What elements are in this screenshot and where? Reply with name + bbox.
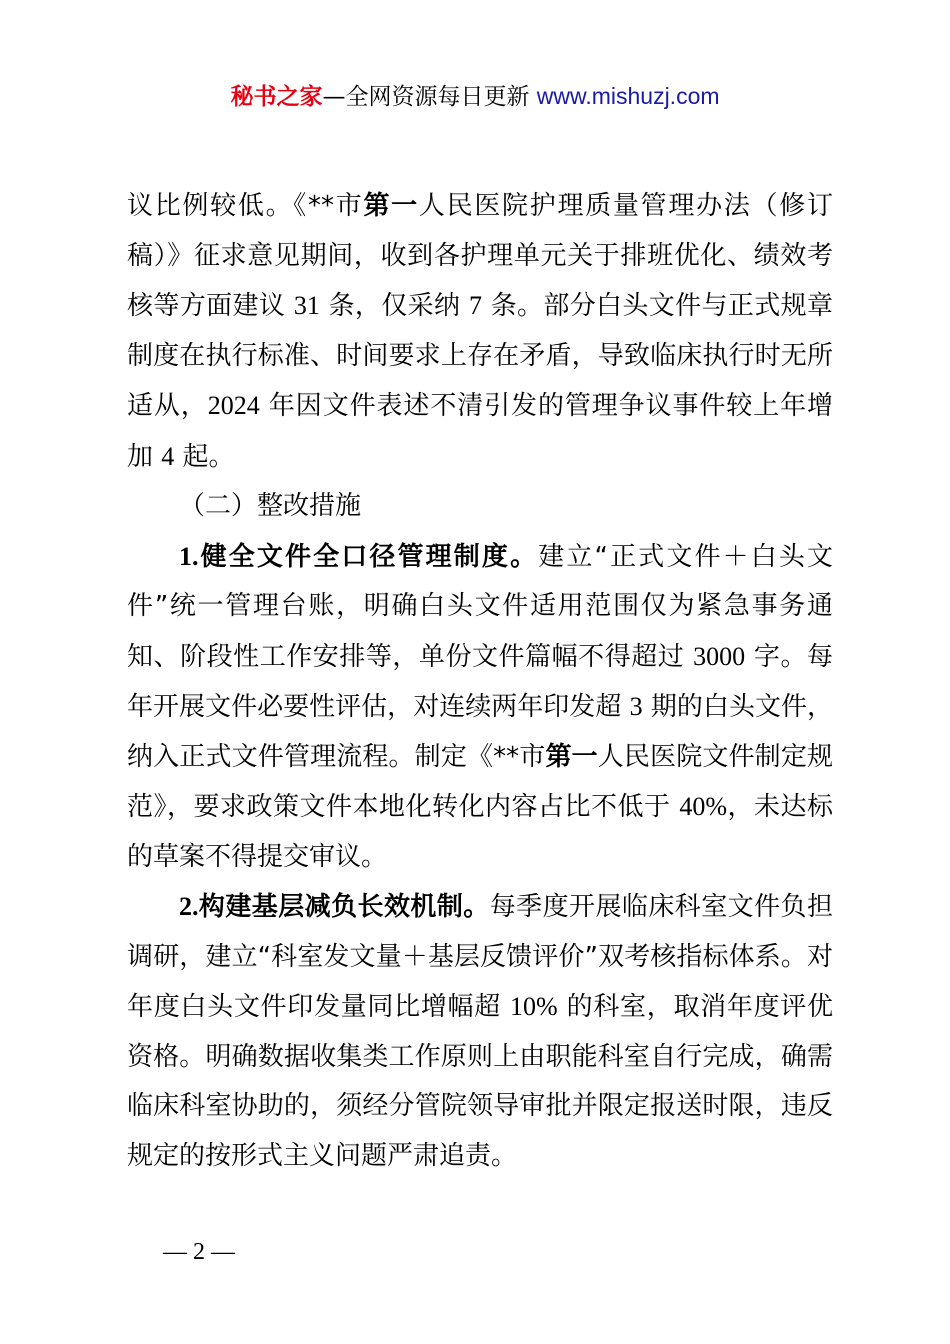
paragraph-measure-1: 1.健全文件全口径管理制度。建立“正式文件＋白头文件”统一管理台账，明确白头文件适用范围仅为紧急事务通知、阶段性工作安排等，单份文件篇幅不得超过 3000 字。每年开展文件必要性评估，对连续两年印发超 3 期的白头文件，纳入正式文件管理流程。制定《**市第一人民医院文件制定规范》，要求政策文件本地化转化内容占比不低于 40%，未达标的草案不得提交审议。 — [127, 541, 834, 872]
section-heading: （二）整改措施 — [179, 491, 362, 521]
website-link[interactable]: www.mishuzj.com — [536, 83, 720, 109]
brand-name: 秘书之家 — [230, 84, 323, 110]
paragraph-continuation: 议比例较低。《**市第一人民医院护理质量管理办法（修订稿）》征求意见期间，收到各护理单元关于排班优化、绩效考核等方面建议 31 条，仅采纳 7 条。部分白头文件与正式规章制度在执行标准、时间要求上存在矛盾，导致临床执行时无所适从，2024 年因文件表述不清引发的管理争议事件较上年增加 4 起。 — [127, 191, 834, 472]
document-body — [127, 182, 833, 1181]
header-slogan: —全网资源每日更新 — [322, 84, 537, 110]
page-number: — 2 — — [163, 1239, 235, 1265]
page-header — [0, 80, 950, 113]
paragraph-measure-2: 2.构建基层减负长效机制。每季度开展临床科室文件负担调研，建立“科室发文量＋基层反馈评价”双考核指标体系。对年度白头文件印发量同比增幅超 10% 的科室，取消年度评优资格。明确数据收集类工作原则上由职能科室自行完成，确需临床科室协助的，须经分管院领导审批并限定报送时限，违反规定的按形式主义问题严肃追责。 — [127, 892, 834, 1171]
